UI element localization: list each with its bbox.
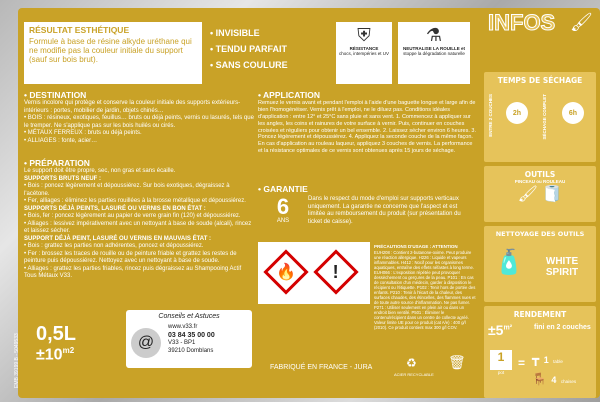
recycle-icon: ♻ bbox=[406, 356, 417, 370]
yield-unit: m² bbox=[503, 324, 513, 332]
application-section bbox=[258, 90, 476, 155]
bin-icon: 🗑 bbox=[448, 354, 466, 370]
table-block bbox=[532, 350, 563, 368]
prep-item: • Bois : grattez les parties non adhérentes, poncez et dépoussiérez. bbox=[24, 243, 254, 251]
conseils-city: 39210 Domblans bbox=[168, 347, 214, 354]
tools-panel bbox=[484, 166, 596, 222]
roller-icon: 🧻 bbox=[542, 186, 563, 204]
result-box bbox=[24, 22, 202, 84]
tools-icons bbox=[484, 184, 596, 204]
conseils-site[interactable]: www.v33.fr bbox=[168, 324, 198, 330]
made-in-france: FABRIQUÉ EN FRANCE - JURA bbox=[270, 364, 373, 371]
clock-icon: 6h bbox=[562, 102, 584, 124]
garantie-years: 6 bbox=[276, 194, 290, 219]
feature-list bbox=[210, 28, 320, 70]
drying-title: TEMPS DE SÉCHAGE bbox=[497, 76, 583, 85]
coverage-value: ±10 bbox=[36, 346, 63, 364]
prep-item: • Alliages : lessivez impérativement avec un nettoyant à base de soude (alcali), rincez et laissez sécher. bbox=[24, 221, 254, 236]
result-text: Formule à base de résine alkyde uréthane qui ne modifie pas la couleur initiale du support (sauf sur bois brut). bbox=[29, 37, 192, 65]
rust-badge bbox=[398, 22, 470, 84]
tools-sub: PINCEAU ou ROULEAU bbox=[514, 179, 566, 184]
drying-panel bbox=[484, 72, 596, 162]
garantie-badge bbox=[264, 196, 302, 224]
destination-title: • DESTINATION bbox=[24, 90, 254, 100]
prep-subtitle: SUPPORT DÉJÀ PEINT, LASURÉ OU VERNIS EN MAUVAIS ÉTAT : bbox=[24, 235, 212, 242]
product-label bbox=[14, 8, 600, 398]
garantie-title: • GARANTIE bbox=[258, 184, 476, 194]
drying-coats-label: ENTRE 2 COUCHES bbox=[488, 94, 493, 137]
volume-block bbox=[36, 323, 116, 364]
clock-icon: 2h bbox=[506, 102, 528, 124]
badge-title: RÉSISTANCE bbox=[349, 46, 379, 51]
destination-item: • BOIS : résineux, exotiques, feuillus… bruts ou déjà peints, vernis ou lasurés, tels que le tremper. Ne s'applique pas sur les bois huilés ou cirés. bbox=[24, 115, 254, 130]
yield-coats: fini en 2 couches bbox=[534, 324, 591, 331]
yield-value bbox=[488, 322, 512, 338]
pot-icon: 1 bbox=[490, 350, 512, 370]
exclamation-hazard-icon: ! bbox=[313, 249, 358, 294]
garantie-unit: ANS bbox=[276, 218, 290, 224]
garantie-section bbox=[258, 184, 476, 225]
prep-subtitle: SUPPORTS BRUTS NEUF : bbox=[24, 175, 102, 182]
shield-icon: ⛨ bbox=[357, 25, 371, 45]
destination-item: • MÉTAUX FERREUX : bruts ou déjà peints. bbox=[24, 130, 254, 138]
pot-block bbox=[490, 350, 512, 375]
destination-item: • ALLIAGES : fonte, acier… bbox=[24, 138, 254, 146]
conseils-title: Conseils et Astuces bbox=[158, 313, 220, 320]
prep-item: • Fer, alliages : éliminez les parties rouillées à la brosse métallique et dépoussiérez. bbox=[24, 198, 254, 206]
feature-item: • SANS COULURE bbox=[210, 60, 320, 70]
conseils-box bbox=[126, 310, 252, 368]
yield-number: ±5 bbox=[488, 322, 504, 338]
brush-icon: 🖌 bbox=[570, 12, 593, 32]
badge-text: stoppe la dégradation naturelle bbox=[403, 51, 465, 57]
preparation-section bbox=[24, 158, 254, 281]
badge-title: NEUTRALISE LA ROUILLE et bbox=[402, 46, 466, 51]
pot-label: pot bbox=[497, 370, 505, 375]
tools-title: OUTILS bbox=[524, 170, 556, 179]
conseils-phone: 03 84 35 00 00 bbox=[168, 331, 215, 339]
application-text: Remuez le vernis avant et pendant l'emploi à l'aide d'une baguette longue et large afin de bien l'homogénéiser. Vernis prêt à l'emploi, ne le diluez pas. Conditions idéales d'application : entre 12° et 25°C sans pluie et sans vent. 1. Commencez à appliquer sur les angles, les coins et rainures de votre surface à vernir. Puis, continuer en couches croisées et réguliers pour obtenir un bel ensemble. 2. Laissez sécher environ 6 heures. 3. Poncez légèrement et dépoussiérez. 4. Appliquez la seconde couche de la même façon. En cas d'application au rouleau laqueur, appliquez 3 couches de vernis. La performance et la résistance optimales de ce vernis sont obtenues après 15 jours de séchage. bbox=[258, 100, 476, 155]
table-icon: ┳ bbox=[532, 352, 540, 366]
resistance-badge bbox=[336, 22, 392, 84]
volume-amount: 0,5L bbox=[36, 323, 77, 345]
conseils-company: V33 - BP1 bbox=[168, 340, 196, 347]
conseils-contact bbox=[168, 324, 215, 355]
application-title: • APPLICATION bbox=[258, 90, 476, 100]
yield-panel bbox=[484, 306, 596, 398]
coverage-unit: m2 bbox=[62, 346, 75, 355]
table-count: 1 bbox=[543, 355, 549, 365]
ean-code: EMB 39199 B - 5049533 bbox=[14, 333, 20, 388]
garantie-text: Dans le respect du mode d'emploi sur supports verticaux uniquement. La garantie ne concerne que l'aspect et est limitée au remboursement du produit (sur présentation du ticket de caisse). bbox=[308, 196, 461, 225]
coverage bbox=[36, 346, 116, 364]
warning-title: PRÉCAUTIONS D'USAGE : ATTENTION bbox=[374, 244, 458, 249]
infos-title: INFOS bbox=[488, 10, 556, 35]
brush-icon: 🖌 bbox=[517, 186, 538, 204]
yield-title: RENDEMENT bbox=[513, 310, 567, 319]
prep-subtitle: SUPPORTS DÉJÀ PEINTS, LASURÉ OU VERNIS EN BON ÉTAT : bbox=[24, 205, 206, 212]
recycle-text: ACIER RECYCLABLE bbox=[394, 372, 434, 377]
flame-hazard-icon: 🔥 bbox=[263, 249, 308, 294]
infos-column bbox=[484, 34, 596, 398]
prep-item: • Bois : poncez légèrement et dépoussiérez. Sur bois exotiques, dégraissez à l'acétone. bbox=[24, 183, 254, 198]
cleaning-product: WHITE SPIRIT bbox=[545, 256, 579, 278]
table-label: table bbox=[553, 359, 563, 364]
preparation-intro: Le support doit être propre, sec, non gras et sans écaille. bbox=[24, 168, 176, 174]
destination-text: Vernis incolore qui protège et conserve la couleur initiale des supports extérieurs-intérieurs : portes, mobilier de jardin, objets chinés… bbox=[24, 100, 241, 114]
feature-item: • TENDU PARFAIT bbox=[210, 44, 320, 54]
drying-full-label: SÉCHAGE COMPLET bbox=[542, 94, 547, 140]
chairs-count: 4 bbox=[551, 375, 557, 385]
badge-text: chocs, intempéries et UV bbox=[338, 51, 390, 57]
flask-icon: ⚗ bbox=[425, 25, 443, 45]
preparation-title: • PRÉPARATION bbox=[24, 158, 254, 168]
warning-text: EUH208 : Contient 2-butanone-oxime. Peut produire une réaction allergique. H226 : Liquide et vapeurs inflammables. H412 : Nocif pour les organismes aquatiques, entraîne des effets néfastes à long terme. EUH066 : L'exposition répétée peut provoquer dessèchement ou gerçures de la peau. P101 : En cas de consultation d'un médecin, garder à disposition le récipient ou l'étiquette. P102 : Tenir hors de portée des enfants. P210 : Tenir à l'écart de la chaleur, des surfaces chaudes, des étincelles, des flammes nues et de toute autre source d'inflammation. Ne pas fumer. P271 : Utiliser seulement en plein air ou dans un endroit bien ventilé. P501 : Éliminer le contenu/récipient dans un centre de collecte agréé. Valeur limite UE pour ce produit (cat A/e) : 400 g/l (2010). Ce produit contient max 300 g/l COV. bbox=[374, 250, 476, 331]
prep-item: • Bois, fer : poncez légèrement au papier de verre grain fin (120) et dépoussiérez. bbox=[24, 213, 254, 221]
cleaning-panel bbox=[484, 226, 596, 302]
feature-item: • INVISIBLE bbox=[210, 28, 320, 38]
at-icon: @ bbox=[131, 328, 161, 358]
cleaning-title: NETTOYAGE DES OUTILS bbox=[495, 230, 585, 238]
prep-item: • Fer : brossez les traces de rouille ou de peinture friable et grattez les restes de peinture puis dépoussiérez. Nettoyez avec un nettoyant à base de soude. bbox=[24, 251, 254, 266]
chair-icon: 🪑 bbox=[532, 372, 547, 386]
destination-section bbox=[24, 90, 254, 145]
prep-item: • Alliages : grattez les parties friables, rincez puis dégraissez au Shampooing Actif Tous Métaux V33. bbox=[24, 266, 254, 281]
result-title: RÉSULTAT ESTHÉTIQUE bbox=[29, 25, 130, 35]
chairs-label: chaises bbox=[560, 379, 577, 384]
chairs-block bbox=[532, 370, 576, 388]
equals-sign: = bbox=[518, 356, 526, 370]
bottle-icon: 🧴 bbox=[494, 249, 524, 276]
